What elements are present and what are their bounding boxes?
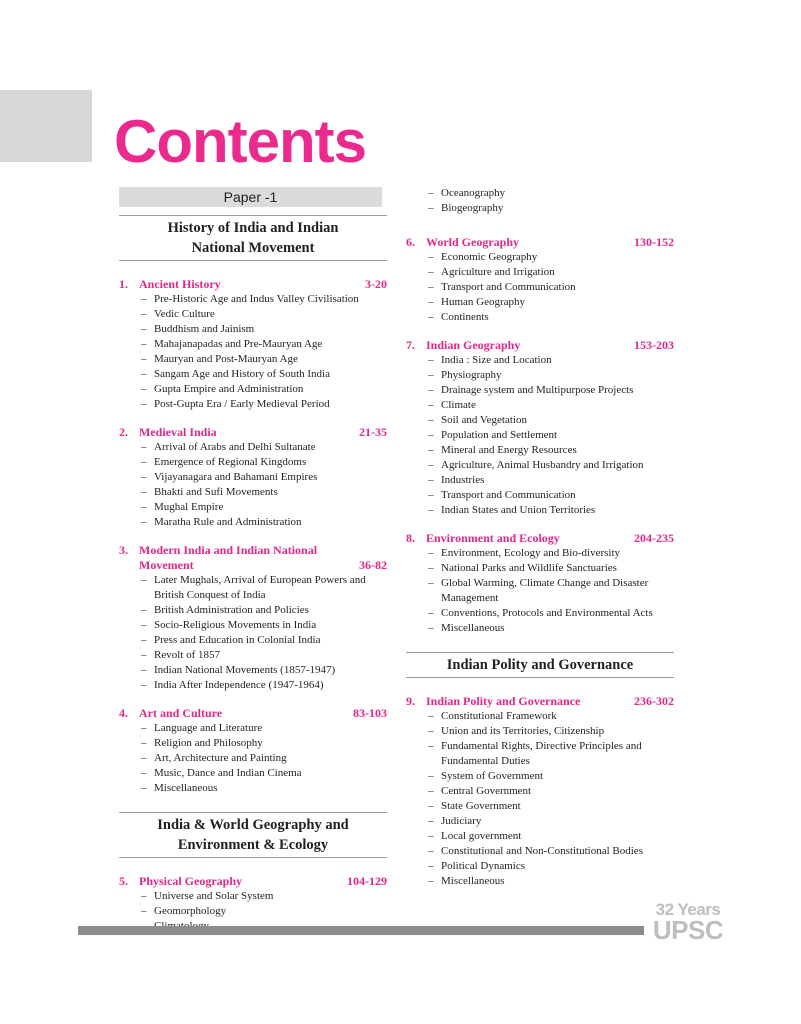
topic-list-continued xyxy=(406,186,674,216)
chapter-name: Ancient History xyxy=(139,277,221,291)
topic-item: – Revolt of 1857 xyxy=(119,648,387,663)
topic-item: – Mauryan and Post-Mauryan Age xyxy=(119,352,387,367)
chapter-entry xyxy=(119,425,387,530)
topic-list xyxy=(406,353,674,518)
chapter-pages: 36-82 xyxy=(359,558,387,572)
topic-item: – Art, Architecture and Painting xyxy=(119,751,387,766)
topic-item: – Biogeography xyxy=(406,201,674,216)
chapter-title xyxy=(119,277,387,292)
topic-item: – India After Independence (1947-1964) xyxy=(119,678,387,693)
chapter-title xyxy=(406,531,674,546)
chapter-pages: 104-129 xyxy=(347,874,387,888)
topic-list xyxy=(406,709,674,889)
chapter-number: 6. xyxy=(406,235,415,249)
topic-item: – British Administration and Policies xyxy=(119,603,387,618)
chapter-title xyxy=(406,694,674,709)
upsc-logo xyxy=(652,900,724,945)
chapter-pages: 204-235 xyxy=(634,531,674,545)
topic-item: – Mahajanapadas and Pre-Mauryan Age xyxy=(119,337,387,352)
chapter-title xyxy=(406,338,674,353)
topic-item: – Constitutional Framework xyxy=(406,709,674,724)
topic-item: – Continents xyxy=(406,310,674,325)
logo-years: 32 Years xyxy=(655,900,721,919)
topic-item: – Maratha Rule and Administration xyxy=(119,515,387,530)
topic-item: – Emergence of Regional Kingdoms xyxy=(119,455,387,470)
topic-item: – Bhakti and Sufi Movements xyxy=(119,485,387,500)
chapter-pages: 130-152 xyxy=(634,235,674,249)
topic-item: – Union and its Territories, Citizenship xyxy=(406,724,674,739)
topic-item: – Soil and Vegetation xyxy=(406,413,674,428)
chapter-number: 8. xyxy=(406,531,415,545)
section-heading: India & World Geography and Environment & Ecology xyxy=(119,812,387,858)
topic-item: – Environment, Ecology and Bio-diversity xyxy=(406,546,674,561)
chapter-entry xyxy=(406,338,674,518)
chapter-number: 2. xyxy=(119,425,128,439)
topic-item: – Vijayanagara and Bahamani Empires xyxy=(119,470,387,485)
chapter-name: Physical Geography xyxy=(139,874,243,888)
topic-list xyxy=(119,573,387,693)
topic-item: – Human Geography xyxy=(406,295,674,310)
topic-item: – Transport and Communication xyxy=(406,488,674,503)
topic-item: – Economic Geography xyxy=(406,250,674,265)
chapter-pages: 236-302 xyxy=(634,694,674,708)
chapter-number: 1. xyxy=(119,277,128,291)
chapter-entry xyxy=(406,235,674,325)
chapter-pages: 153-203 xyxy=(634,338,674,352)
footer-rule xyxy=(78,926,644,935)
chapter-number: 9. xyxy=(406,694,415,708)
topic-item: – Local government xyxy=(406,829,674,844)
topic-item: – Population and Settlement xyxy=(406,428,674,443)
topic-item: – Mughal Empire xyxy=(119,500,387,515)
chapter-name: Indian Polity and Governance xyxy=(426,694,581,708)
chapter-title xyxy=(119,874,387,889)
chapter-number: 3. xyxy=(119,543,128,557)
left-column xyxy=(119,186,387,934)
topic-item: – Transport and Communication xyxy=(406,280,674,295)
topic-list xyxy=(119,440,387,530)
chapter-title xyxy=(406,235,674,250)
chapter-name: Modern India and Indian National Movement xyxy=(139,543,318,572)
topic-item: – Physiography xyxy=(406,368,674,383)
topic-item: – Miscellaneous xyxy=(119,781,387,796)
chapter-entry xyxy=(119,277,387,412)
topic-item: – Central Government xyxy=(406,784,674,799)
chapter-title xyxy=(119,425,387,440)
paper-label: Paper -1 xyxy=(119,187,382,207)
topic-item: – Vedic Culture xyxy=(119,307,387,322)
chapter-name: Indian Geography xyxy=(426,338,521,352)
topic-list xyxy=(406,250,674,325)
topic-item: – Buddhism and Jainism xyxy=(119,322,387,337)
topic-item: – National Parks and Wildlife Sanctuaries xyxy=(406,561,674,576)
chapter-number: 4. xyxy=(119,706,128,720)
topic-item: – Sangam Age and History of South India xyxy=(119,367,387,382)
section-heading: History of India and Indian National Movement xyxy=(119,215,387,261)
topic-item: – Drainage system and Multipurpose Projects xyxy=(406,383,674,398)
topic-item: – India : Size and Location xyxy=(406,353,674,368)
topic-item: – Universe and Solar System xyxy=(119,889,387,904)
topic-item: – Judiciary xyxy=(406,814,674,829)
topic-item: – Mineral and Energy Resources xyxy=(406,443,674,458)
chapter-pages: 3-20 xyxy=(365,277,387,291)
topic-item: – Language and Literature xyxy=(119,721,387,736)
topic-item: – Press and Education in Colonial India xyxy=(119,633,387,648)
topic-item: – Fundamental Rights, Directive Principles and Fundamental Duties xyxy=(406,739,674,769)
topic-item: – Industries xyxy=(406,473,674,488)
corner-tab-block xyxy=(0,90,92,162)
topic-item: – Indian National Movements (1857-1947) xyxy=(119,663,387,678)
logo-upsc: UPSC xyxy=(652,915,724,945)
topic-item: – Music, Dance and Indian Cinema xyxy=(119,766,387,781)
topic-item: – Religion and Philosophy xyxy=(119,736,387,751)
topic-item: – Oceanography xyxy=(406,186,674,201)
topic-item: – Global Warming, Climate Change and Disaster Management xyxy=(406,576,674,606)
topic-item: – System of Government xyxy=(406,769,674,784)
chapter-pages: 21-35 xyxy=(359,425,387,439)
right-column xyxy=(406,186,674,889)
topic-item: – Miscellaneous xyxy=(406,621,674,636)
chapter-title xyxy=(119,706,387,721)
topic-item: – Arrival of Arabs and Delhi Sultanate xyxy=(119,440,387,455)
chapter-title xyxy=(119,543,387,573)
chapter-entry xyxy=(406,694,674,889)
topic-item: – Agriculture and Irrigation xyxy=(406,265,674,280)
topic-item: – Indian States and Union Territories xyxy=(406,503,674,518)
chapter-entry xyxy=(406,531,674,636)
chapter-number: 7. xyxy=(406,338,415,352)
topic-item: – Pre-Historic Age and Indus Valley Civilisation xyxy=(119,292,387,307)
chapter-name: Art and Culture xyxy=(139,706,223,720)
topic-item: – Gupta Empire and Administration xyxy=(119,382,387,397)
topic-item: – State Government xyxy=(406,799,674,814)
chapter-entry xyxy=(119,874,387,934)
section-heading: Indian Polity and Governance xyxy=(406,652,674,678)
topic-item: – Miscellaneous xyxy=(406,874,674,889)
topic-item: – Agriculture, Animal Husbandry and Irrigation xyxy=(406,458,674,473)
topic-item: – Post-Gupta Era / Early Medieval Period xyxy=(119,397,387,412)
chapter-name: World Geography xyxy=(426,235,520,249)
topic-item: – Conventions, Protocols and Environmental Acts xyxy=(406,606,674,621)
topic-item: – Climate xyxy=(406,398,674,413)
topic-list xyxy=(406,546,674,636)
topic-item: – Later Mughals, Arrival of European Powers and British Conquest of India xyxy=(119,573,387,603)
chapter-number: 5. xyxy=(119,874,128,888)
chapter-entry xyxy=(119,706,387,796)
chapter-name: Environment and Ecology xyxy=(426,531,560,545)
topic-item: – Geomorphology xyxy=(119,904,387,919)
topic-list xyxy=(119,721,387,796)
topic-item: – Socio-Religious Movements in India xyxy=(119,618,387,633)
chapter-entry xyxy=(119,543,387,693)
chapter-name: Medieval India xyxy=(139,425,217,439)
topic-item: – Constitutional and Non-Constitutional Bodies xyxy=(406,844,674,859)
topic-list xyxy=(119,292,387,412)
topic-item: – Political Dynamics xyxy=(406,859,674,874)
page-title: Contents xyxy=(114,108,366,175)
chapter-pages: 83-103 xyxy=(353,706,387,720)
